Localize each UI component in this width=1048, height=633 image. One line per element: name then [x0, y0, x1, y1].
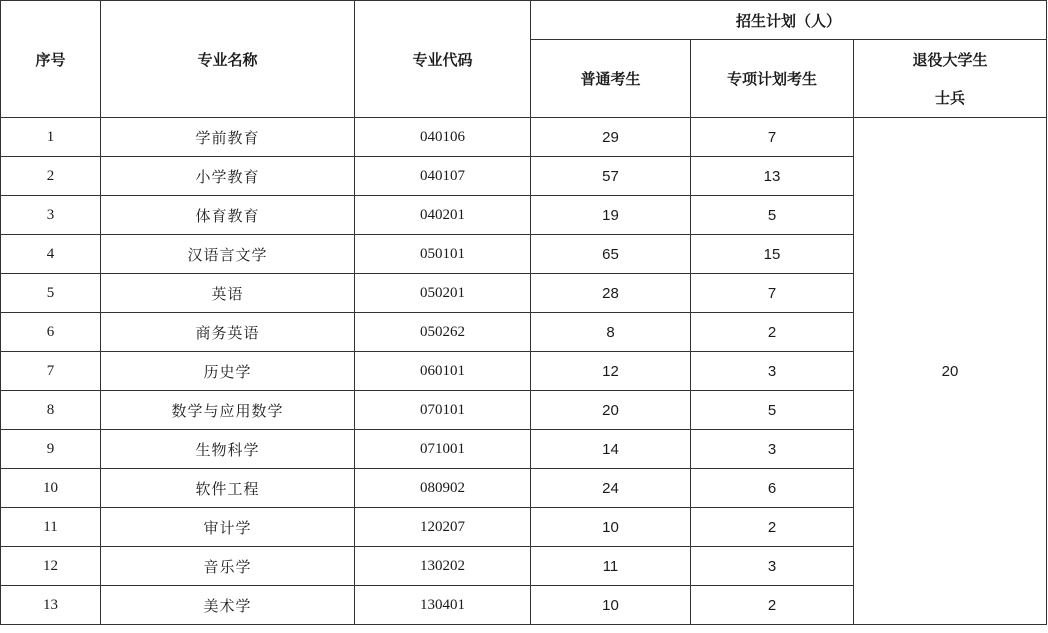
row-major-name-cell: 汉语言文学: [101, 235, 355, 274]
row-index-cell: 1: [1, 118, 101, 157]
row-index-cell: 8: [1, 391, 101, 430]
header-veteran-line2: 士兵: [935, 88, 966, 107]
row-regular-cell: 10: [531, 508, 691, 547]
row-special-cell: 6: [691, 469, 854, 508]
row-major-code-cell: 060101: [355, 352, 531, 391]
row-major-code-cell: 071001: [355, 430, 531, 469]
row-index-cell: 5: [1, 274, 101, 313]
row-major-name-cell: 学前教育: [101, 118, 355, 157]
row-regular-cell: 29: [531, 118, 691, 157]
row-major-name-cell: 体育教育: [101, 196, 355, 235]
row-major-name-cell: 数学与应用数学: [101, 391, 355, 430]
row-major-code-cell: 050201: [355, 274, 531, 313]
row-major-name-cell: 音乐学: [101, 547, 355, 586]
header-veteran-line1: 退役大学生: [912, 50, 988, 69]
row-special-cell: 2: [691, 508, 854, 547]
row-regular-cell: 20: [531, 391, 691, 430]
header-major-name: 专业名称: [101, 1, 355, 118]
row-regular-cell: 65: [531, 235, 691, 274]
row-major-code-cell: 120207: [355, 508, 531, 547]
header-special: 专项计划考生: [691, 40, 854, 118]
row-major-code-cell: 130401: [355, 586, 531, 625]
row-major-code-cell: 040201: [355, 196, 531, 235]
veteran-total-cell: 20: [854, 118, 1047, 625]
row-major-code-cell: 070101: [355, 391, 531, 430]
row-regular-cell: 28: [531, 274, 691, 313]
row-major-name-cell: 英语: [101, 274, 355, 313]
row-major-name-cell: 审计学: [101, 508, 355, 547]
row-major-code-cell: 050262: [355, 313, 531, 352]
row-major-name-cell: 小学教育: [101, 157, 355, 196]
header-veteran: [854, 40, 1047, 118]
row-special-cell: 5: [691, 391, 854, 430]
row-special-cell: 2: [691, 313, 854, 352]
row-major-name-cell: 生物科学: [101, 430, 355, 469]
row-major-code-cell: 050101: [355, 235, 531, 274]
row-regular-cell: 10: [531, 586, 691, 625]
row-special-cell: 15: [691, 235, 854, 274]
row-major-name-cell: 历史学: [101, 352, 355, 391]
row-major-name-cell: 软件工程: [101, 469, 355, 508]
row-index-cell: 2: [1, 157, 101, 196]
row-major-code-cell: 080902: [355, 469, 531, 508]
row-index-cell: 4: [1, 235, 101, 274]
row-special-cell: 3: [691, 352, 854, 391]
header-index: 序号: [1, 1, 101, 118]
row-special-cell: 2: [691, 586, 854, 625]
row-major-name-cell: 商务英语: [101, 313, 355, 352]
row-regular-cell: 11: [531, 547, 691, 586]
row-index-cell: 6: [1, 313, 101, 352]
header-plan-group: 招生计划（人）: [531, 1, 1047, 40]
row-regular-cell: 57: [531, 157, 691, 196]
row-index-cell: 13: [1, 586, 101, 625]
row-major-name-cell: 美术学: [101, 586, 355, 625]
row-special-cell: 3: [691, 430, 854, 469]
row-index-cell: 12: [1, 547, 101, 586]
row-regular-cell: 8: [531, 313, 691, 352]
header-regular: 普通考生: [531, 40, 691, 118]
row-index-cell: 9: [1, 430, 101, 469]
row-special-cell: 7: [691, 274, 854, 313]
table-row: [1, 118, 1047, 157]
row-regular-cell: 14: [531, 430, 691, 469]
table-body: [1, 118, 1047, 625]
row-special-cell: 3: [691, 547, 854, 586]
row-regular-cell: 12: [531, 352, 691, 391]
row-index-cell: 10: [1, 469, 101, 508]
row-index-cell: 3: [1, 196, 101, 235]
row-index-cell: 11: [1, 508, 101, 547]
row-index-cell: 7: [1, 352, 101, 391]
row-special-cell: 13: [691, 157, 854, 196]
row-regular-cell: 24: [531, 469, 691, 508]
row-special-cell: 5: [691, 196, 854, 235]
row-major-code-cell: 040106: [355, 118, 531, 157]
row-major-code-cell: 130202: [355, 547, 531, 586]
row-major-code-cell: 040107: [355, 157, 531, 196]
row-special-cell: 7: [691, 118, 854, 157]
row-regular-cell: 19: [531, 196, 691, 235]
header-major-code: 专业代码: [355, 1, 531, 118]
